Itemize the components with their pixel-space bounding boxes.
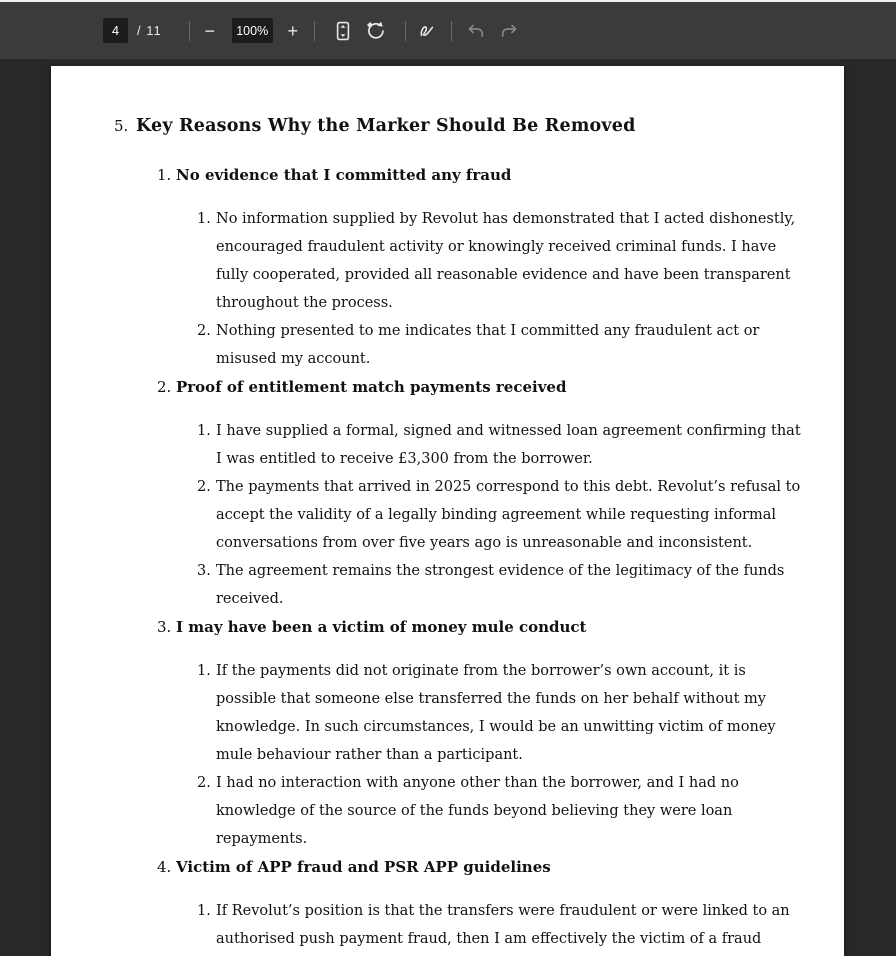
section-points	[51, 657, 844, 853]
list-item	[197, 769, 844, 853]
toolbar-divider	[314, 21, 315, 41]
list-item-number: 1.	[197, 903, 211, 919]
list-item-text: Nothing presented to me indicates that I committed any fraudulent act or misused my account.	[216, 323, 760, 367]
section-number: 1.	[157, 166, 172, 184]
document-sections	[51, 161, 844, 953]
section-title-row	[157, 373, 844, 401]
page-count-label: / 11	[137, 23, 162, 38]
section	[51, 161, 844, 373]
section-points	[51, 205, 844, 373]
section-points	[51, 417, 844, 613]
list-item	[197, 417, 844, 473]
zoom-out-button[interactable]: −	[198, 19, 222, 43]
annotate-pen-icon	[417, 21, 437, 41]
undo-button[interactable]	[464, 19, 488, 43]
list-item-text: I had no interaction with anyone other than the borrower, and I had no knowledge of the source of the funds beyond believing they were loan repayments.	[216, 775, 739, 847]
heading-list-number: 5.	[114, 117, 129, 135]
list-item-number: 2.	[197, 775, 211, 791]
zoom-in-button[interactable]: +	[281, 19, 305, 43]
section-points	[51, 897, 844, 953]
undo-icon	[466, 21, 486, 41]
list-item-text: I have supplied a formal, signed and witnessed loan agreement confirming that I was entitled to receive £3,300 from the borrower.	[216, 423, 801, 467]
list-item	[197, 317, 844, 373]
list-item-number: 2.	[197, 323, 211, 339]
list-item-text: No information supplied by Revolut has demonstrated that I acted dishonestly, encouraged fraudulent activity or knowingly received criminal funds. I have fully cooperated, provided all reasonable evidence and have been transparent throughout the process.	[216, 211, 796, 311]
list-item-number: 1.	[197, 663, 211, 679]
list-item-text: If the payments did not originate from the borrower’s own account, it is possible that someone else transferred the funds on her behalf without my knowledge. In such circumstances, I would be an unwitting victim of money mule behaviour rather than a participant.	[216, 663, 776, 763]
page-number-input[interactable]	[103, 18, 128, 43]
annotate-button[interactable]	[415, 19, 439, 43]
toolbar-divider	[451, 21, 452, 41]
list-item-number: 2.	[197, 479, 211, 495]
list-item-text: The payments that arrived in 2025 correspond to this debt. Revolut’s refusal to accept the validity of a legally binding agreement while requesting informal conversations from over five years ago is unreasonable and inconsistent.	[216, 479, 801, 551]
section-title: Victim of APP fraud and PSR APP guidelines	[176, 858, 551, 876]
section-title: Proof of entitlement match payments received	[176, 378, 567, 396]
redo-icon	[499, 21, 519, 41]
toolbar-divider	[189, 21, 190, 41]
list-item-number: 3.	[197, 563, 211, 579]
document-heading	[114, 111, 844, 141]
zoom-level-display[interactable]: 100%	[232, 18, 273, 43]
section-title: No evidence that I committed any fraud	[176, 166, 512, 184]
list-item	[197, 557, 844, 613]
section-number: 3.	[157, 618, 172, 636]
rotate-button[interactable]	[364, 19, 388, 43]
list-item	[197, 657, 844, 769]
section-title: I may have been a victim of money mule conduct	[176, 618, 587, 636]
list-item	[197, 205, 844, 317]
section	[51, 373, 844, 613]
heading-text: Key Reasons Why the Marker Should Be Removed	[136, 116, 636, 136]
list-item-number: 1.	[197, 423, 211, 439]
section	[51, 853, 844, 953]
section-title-row	[157, 613, 844, 641]
section-title-row	[157, 161, 844, 189]
section-number: 4.	[157, 858, 172, 876]
fit-to-page-button[interactable]	[331, 19, 355, 43]
section	[51, 613, 844, 853]
list-item-text: If Revolut’s position is that the transfers were fraudulent or were linked to an authorised push payment fraud, then I am effectively the victim of a fraud	[216, 903, 790, 947]
redo-button[interactable]	[497, 19, 521, 43]
list-item-number: 1.	[197, 211, 211, 227]
list-item-text: The agreement remains the strongest evidence of the legitimacy of the funds received.	[216, 563, 785, 607]
pdf-page	[51, 66, 844, 956]
toolbar-divider	[405, 21, 406, 41]
section-number: 2.	[157, 378, 172, 396]
fit-to-page-icon	[333, 21, 353, 41]
rotate-counterclockwise-icon	[366, 21, 386, 41]
pdf-scroll-area[interactable]	[0, 59, 896, 956]
list-item	[197, 897, 844, 953]
pdf-toolbar	[0, 2, 896, 59]
section-title-row	[157, 853, 844, 881]
list-item	[197, 473, 844, 557]
